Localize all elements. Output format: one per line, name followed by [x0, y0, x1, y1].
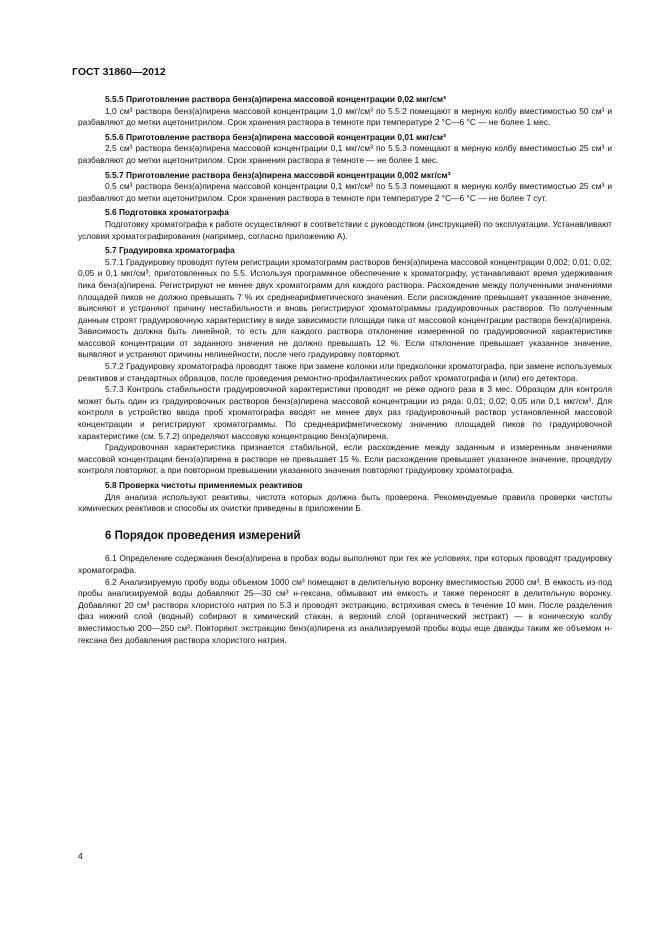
- subsection-heading: 5.5.7 Приготовление раствора бенз(а)пирена массовой концентрации 0,002 мкг/см³: [105, 169, 451, 180]
- paragraph: 5.7.3 Контроль стабильности градуировочной характеристики проводят не реже одного раза в 3 мес. Образцом для контроля может быть один из градуировочных растворов бенз(а)пирена массовой концентрации из ряда: 0,01; 0,02; 0,05 или 0,1 мкг/см³. Для контроля в устройство ввода проб хроматографа вводят не менее двух раз градуировочный раствор установленной массовой концентрации и регистрируют хроматограммы. По среднеарифметическому значению площадей пиков по градуировочной характеристике (см. 5.7.2) определяют массовую концентрацию бенз(а)пирена.: [78, 384, 612, 441]
- subsection-heading: 5.8 Проверка чистоты применяемых реактивов: [105, 480, 303, 490]
- paragraph: 1,0 см³ раствора бенз(а)пирена массовой концентрации 1,0 мкг/см³ по 5.5.2 помещают в мерную колбу вместимостью 50 см³ и разбавляют до метки ацетонитрилом. Срок хранения раствора в темноте при температуре 2 °С—6 °С — не более 1 мес.: [78, 105, 612, 128]
- paragraph: 6.2 Анализируемую пробу воды объемом 1000 см³ помещают в делительную воронку вместимостью 2000 см³. В емкость из-под пробы анализируемой воды добавляют 25—30 см³ н-гексана, обмывают им емкость и также переносят в делительную воронку. Добавляют 20 см³ раствора хлористого натрия по 5.3 и проводят экстракцию, встряхивая смесь в течение 10 мин. После разделения фаз нижний слой (водный) собирают в химический стакан, а верхний слой (органический экстракт) — в коническую колбу вместимостью 200—250 см³. Повторяют экстракцию бенз(а)пирена из анализируемой пробы воды еще дважды таким же объемом н-гексана без добавления раствора хлористого натрия.: [78, 576, 612, 645]
- paragraph: 5.7.2 Градуировку хроматографа проводят также при замене колонки или предколонки хроматографа, при замене используемых реактивов и стандартных образцов, после проведения ремонтно-профилактических работ хроматографа и (или) его детектора.: [78, 361, 612, 383]
- section-heading: 6 Порядок проведения измерений: [105, 529, 301, 542]
- document-body: [78, 94, 612, 646]
- paragraph: 2,5 см³ раствора бенз(а)пирена массовой концентрации 0,1 мкг/см³ по 5.5.3 помещают в мерную колбу вместимостью 25 см³ и разбавляют до метки ацетонитрилом. Срок хранения раствора в темноте — не более 1 мес.: [78, 143, 612, 165]
- paragraph: Подготовку хроматографа к работе осуществляют в соответствии с руководством (инструкцией) по эксплуатации. Устанавливают условия хроматографирования (например, согласно приложению А).: [78, 218, 612, 241]
- paragraph: Градуировочная характеристика признается стабильной, если расхождение между заданным и измеренным значениями массовой концентрации бенз(а)пирена в растворе не превышает 15 %. Если расхождение превышает указанное значение, процедуру контроля повторяют, а при повторном превышении указанного значения повторяют градуировку хроматографа.: [78, 442, 612, 476]
- subsection-heading: 5.6 Подготовка хроматографа: [105, 207, 229, 218]
- paragraph: Для анализа используют реактивы, чистота которых должна быть проверена. Рекомендуемые правила проверки чистоты химических реактивов и способы их очистки приведены в приложении Б.: [78, 491, 612, 514]
- subsection-heading: 5.5.5 Приготовление раствора бенз(а)пирена массовой концентрации 0,02 мкг/см³: [105, 94, 446, 104]
- paragraph: 6.1 Определение содержания бенз(а)пирена в пробах воды выполняют при тех же условиях, при которых проводят градуировку хроматографа.: [78, 553, 612, 575]
- page-number: 4: [78, 851, 83, 861]
- document-header: ГОСТ 31860—2012: [72, 66, 166, 78]
- subsection-heading: 5.5.6 Приготовление раствора бенз(а)пирена массовой концентрации 0,01 мкг/см³: [105, 131, 446, 142]
- subsection-heading: 5.7 Градуировка хроматографа: [105, 245, 235, 256]
- paragraph: 5.7.1 Градуировку проводят путем регистрации хроматограмм растворов бенз(а)пирена массовой концентрации 0,002; 0,01; 0,02; 0,05 и 0,1 мкг/см³, приготовленных по 5.5. Используя программное обеспечение к хроматографу, устанавливают время удерживания пика бенз(а)пирена. Регистрируют не менее двух хроматограмм для каждого раствора. Расхождение между полученными значениями площадей пиков не должно превышать 7 % их среднеарифметического значения. Если расхождение превышает указанное значение, выясняют и устраняют причину нестабильности и вновь регистрируют хроматограммы градуировочных растворов. По полученным данным строят градуировочную характеристику в виде зависимости площади пика от массовой концентрации раствора бенз(а)пирена. Зависимость должна быть линейной, то есть для каждого раствора отклонение измеренной по градуировочной характеристике массовой концентрации от заданного значения не должно превышать 12 %. Если отклонение превышает указанное значение, выявляют и устраняют причины нелинейности, после чего градуировку повторяют.: [78, 256, 612, 360]
- paragraph: 0,5 см³ раствора бенз(а)пирена массовой концентрации 0,1 мкг/см³ по 5.5.3 помещают в мерную колбу вместимостью 25 см³ и разбавляют до метки ацетонитрилом. Срок хранения раствора в темноте при температуре 2 °С—6 °С — не более 7 сут.: [78, 181, 612, 203]
